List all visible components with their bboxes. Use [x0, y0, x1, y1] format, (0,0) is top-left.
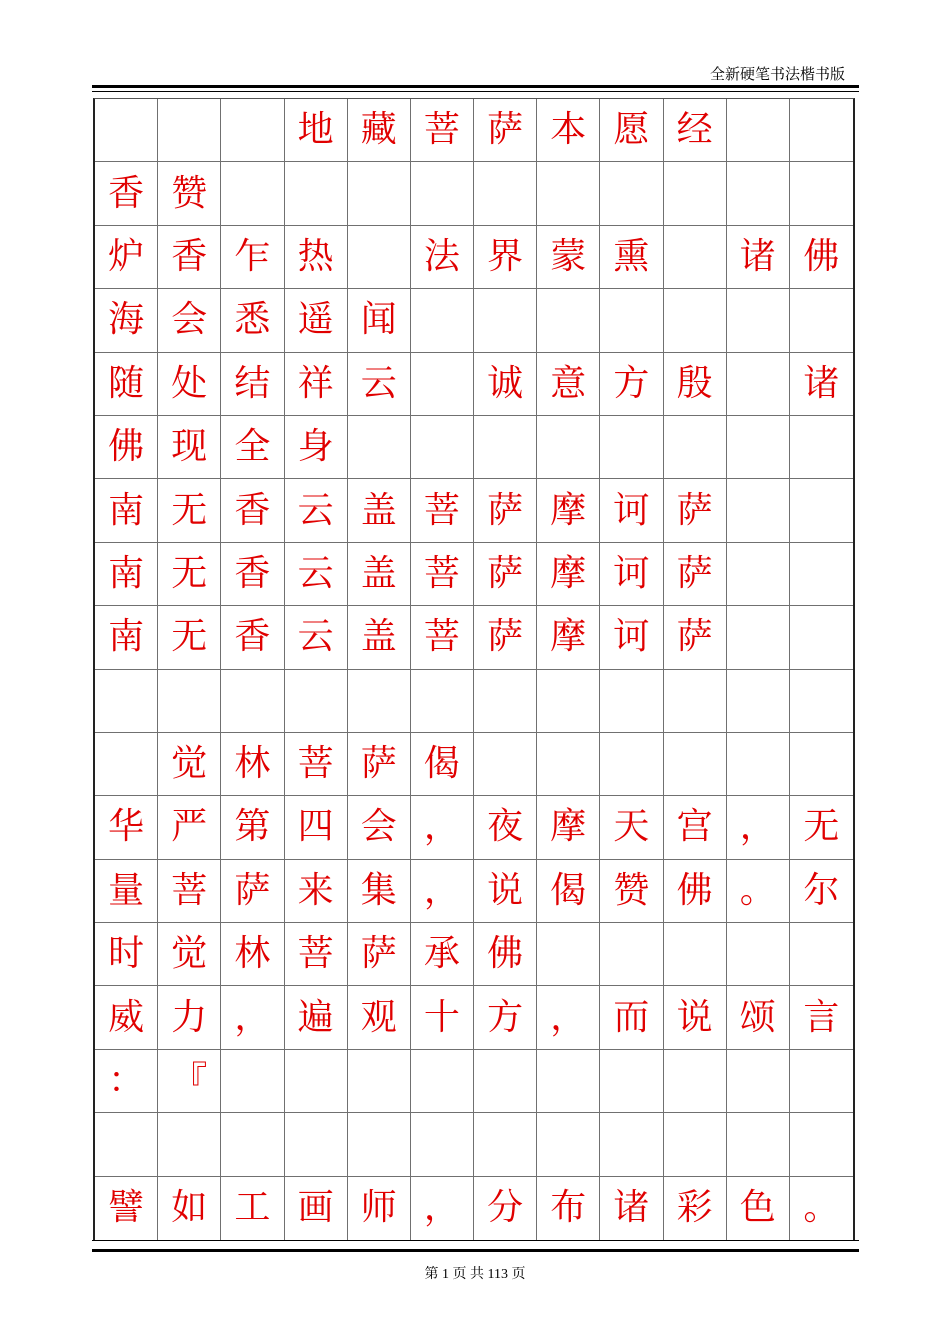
grid-cell: 第 — [221, 796, 284, 859]
grid-cell — [727, 162, 790, 225]
grid-cell — [474, 733, 537, 796]
grid-cell: ， — [411, 860, 474, 923]
grid-cell: 炉 — [95, 226, 158, 289]
grid-cell — [348, 162, 411, 225]
grid-cell — [411, 1050, 474, 1113]
grid-cell — [664, 289, 727, 352]
grid-cell: 彩 — [664, 1177, 727, 1240]
grid-cell: 摩 — [537, 606, 600, 669]
grid-cell: 摩 — [537, 479, 600, 542]
grid-cell: 诸 — [790, 353, 853, 416]
grid-cell: 香 — [221, 606, 284, 669]
grid-cell — [158, 1113, 221, 1176]
grid-cell — [727, 670, 790, 733]
grid-cell — [348, 416, 411, 479]
grid-cell — [727, 1050, 790, 1113]
footer-rule-thick — [92, 1249, 859, 1252]
grid-cell: 盖 — [348, 543, 411, 606]
grid-cell: 华 — [95, 796, 158, 859]
grid-cell: 菩 — [411, 479, 474, 542]
grid-cell — [600, 733, 663, 796]
grid-cell: 云 — [285, 543, 348, 606]
grid-cell: 严 — [158, 796, 221, 859]
grid-cell — [95, 733, 158, 796]
grid-cell: 本 — [537, 99, 600, 162]
grid-cell: 天 — [600, 796, 663, 859]
grid-cell — [727, 479, 790, 542]
grid-cell: 。 — [727, 860, 790, 923]
grid-cell: 法 — [411, 226, 474, 289]
grid-cell: 分 — [474, 1177, 537, 1240]
grid-cell: 萨 — [474, 479, 537, 542]
grid-cell: 蒙 — [537, 226, 600, 289]
grid-cell — [285, 1113, 348, 1176]
grid-cell — [790, 670, 853, 733]
grid-cell: 师 — [348, 1177, 411, 1240]
grid-cell: 萨 — [664, 479, 727, 542]
grid-cell — [664, 923, 727, 986]
grid-cell — [664, 1050, 727, 1113]
grid-cell: 方 — [474, 986, 537, 1049]
grid-cell: 诃 — [600, 479, 663, 542]
grid-cell — [727, 1113, 790, 1176]
grid-cell: 南 — [95, 543, 158, 606]
grid-cell — [727, 606, 790, 669]
grid-cell: 夜 — [474, 796, 537, 859]
grid-cell: 诃 — [600, 606, 663, 669]
grid-cell — [474, 162, 537, 225]
grid-cell: 无 — [158, 543, 221, 606]
grid-cell: 说 — [664, 986, 727, 1049]
grid-cell — [727, 353, 790, 416]
grid-cell: 香 — [158, 226, 221, 289]
grid-cell — [790, 543, 853, 606]
grid-cell: ， — [221, 986, 284, 1049]
grid-cell — [664, 162, 727, 225]
grid-cell: 无 — [790, 796, 853, 859]
grid-cell — [285, 670, 348, 733]
grid-cell — [411, 670, 474, 733]
grid-cell — [221, 1050, 284, 1113]
grid-cell: 热 — [285, 226, 348, 289]
grid-cell: 摩 — [537, 543, 600, 606]
grid-cell: 海 — [95, 289, 158, 352]
grid-cell: 佛 — [474, 923, 537, 986]
grid-cell: 佛 — [664, 860, 727, 923]
grid-cell: 诸 — [600, 1177, 663, 1240]
grid-cell — [411, 416, 474, 479]
grid-cell — [411, 353, 474, 416]
grid-cell — [790, 99, 853, 162]
grid-cell: 云 — [285, 606, 348, 669]
grid-cell — [790, 1050, 853, 1113]
grid-cell — [411, 1113, 474, 1176]
grid-cell: 譬 — [95, 1177, 158, 1240]
grid-cell — [474, 1050, 537, 1113]
grid-cell: 萨 — [664, 543, 727, 606]
grid-cell — [790, 289, 853, 352]
document-title: 全新硬笔书法楷书版 — [709, 65, 845, 83]
grid-cell — [790, 479, 853, 542]
grid-cell — [727, 289, 790, 352]
grid-cell: 萨 — [348, 923, 411, 986]
grid-cell: 观 — [348, 986, 411, 1049]
grid-cell: 会 — [348, 796, 411, 859]
grid-cell: 说 — [474, 860, 537, 923]
grid-cell — [600, 416, 663, 479]
grid-cell: 时 — [95, 923, 158, 986]
grid-cell: 菩 — [411, 99, 474, 162]
grid-cell: 盖 — [348, 479, 411, 542]
grid-cell — [474, 670, 537, 733]
grid-cell: 来 — [285, 860, 348, 923]
footer-rule-thin — [92, 1240, 859, 1241]
grid-cell: 量 — [95, 860, 158, 923]
grid-cell: 集 — [348, 860, 411, 923]
header-rule-thin — [92, 91, 859, 92]
grid-cell — [95, 99, 158, 162]
grid-cell: 身 — [285, 416, 348, 479]
grid-cell — [348, 226, 411, 289]
grid-cell — [790, 923, 853, 986]
grid-cell — [790, 162, 853, 225]
grid-cell — [600, 289, 663, 352]
grid-cell: 摩 — [537, 796, 600, 859]
grid-cell: 无 — [158, 606, 221, 669]
header-rule-thick — [92, 85, 859, 88]
grid-cell — [474, 416, 537, 479]
grid-cell — [727, 543, 790, 606]
grid-cell — [95, 1113, 158, 1176]
grid-cell — [600, 162, 663, 225]
grid-cell: 闻 — [348, 289, 411, 352]
grid-cell — [537, 733, 600, 796]
grid-cell — [158, 99, 221, 162]
grid-cell: 祥 — [285, 353, 348, 416]
grid-cell: 地 — [285, 99, 348, 162]
grid-cell: 方 — [600, 353, 663, 416]
grid-cell: 赞 — [600, 860, 663, 923]
grid-cell — [537, 1113, 600, 1176]
grid-cell — [95, 670, 158, 733]
grid-cell: 宫 — [664, 796, 727, 859]
grid-cell: 现 — [158, 416, 221, 479]
grid-cell: 全 — [221, 416, 284, 479]
grid-cell — [790, 733, 853, 796]
grid-cell: 香 — [221, 479, 284, 542]
grid-cell — [537, 1050, 600, 1113]
grid-cell: 诚 — [474, 353, 537, 416]
grid-cell: 佛 — [95, 416, 158, 479]
grid-cell — [727, 733, 790, 796]
grid-cell: 无 — [158, 479, 221, 542]
grid-cell: 意 — [537, 353, 600, 416]
grid-cell — [727, 416, 790, 479]
grid-cell — [727, 923, 790, 986]
grid-cell — [348, 1113, 411, 1176]
grid-cell — [790, 416, 853, 479]
grid-cell: 力 — [158, 986, 221, 1049]
grid-cell: 熏 — [600, 226, 663, 289]
grid-cell — [537, 923, 600, 986]
grid-cell — [348, 670, 411, 733]
grid-cell: 菩 — [411, 606, 474, 669]
grid-cell: ， — [411, 796, 474, 859]
grid-cell: 萨 — [221, 860, 284, 923]
grid-cell — [600, 923, 663, 986]
grid-cell: 威 — [95, 986, 158, 1049]
grid-cell: 颂 — [727, 986, 790, 1049]
grid-cell: 如 — [158, 1177, 221, 1240]
grid-cell: 悉 — [221, 289, 284, 352]
grid-cell — [727, 99, 790, 162]
grid-cell — [474, 289, 537, 352]
grid-cell: 萨 — [474, 543, 537, 606]
grid-cell: 经 — [664, 99, 727, 162]
grid-cell: 殷 — [664, 353, 727, 416]
grid-cell: 『 — [158, 1050, 221, 1113]
grid-cell: ， — [727, 796, 790, 859]
grid-cell — [474, 1113, 537, 1176]
grid-cell: 萨 — [474, 99, 537, 162]
grid-cell: 盖 — [348, 606, 411, 669]
grid-cell — [285, 1050, 348, 1113]
grid-cell: 南 — [95, 606, 158, 669]
grid-cell: 画 — [285, 1177, 348, 1240]
grid-cell — [411, 289, 474, 352]
page-number: 第 1 页 共 113 页 — [424, 1267, 526, 1282]
grid-cell: 偈 — [537, 860, 600, 923]
grid-cell: 萨 — [664, 606, 727, 669]
grid-cell — [221, 670, 284, 733]
grid-cell: 十 — [411, 986, 474, 1049]
grid-cell — [348, 1050, 411, 1113]
grid-cell: 诸 — [727, 226, 790, 289]
calligraphy-grid — [93, 98, 855, 1241]
grid-cell — [537, 162, 600, 225]
grid-cell: 尔 — [790, 860, 853, 923]
grid-cell — [537, 416, 600, 479]
grid-cell: 诃 — [600, 543, 663, 606]
grid-cell: 界 — [474, 226, 537, 289]
grid-cell: 佛 — [790, 226, 853, 289]
grid-cell: 南 — [95, 479, 158, 542]
grid-cell — [600, 1050, 663, 1113]
grid-cell — [158, 670, 221, 733]
grid-cell: 乍 — [221, 226, 284, 289]
grid-cell: 随 — [95, 353, 158, 416]
grid-cell: 。 — [803, 1187, 840, 1229]
grid-cell — [285, 162, 348, 225]
grid-cell — [600, 1113, 663, 1176]
grid-cell — [221, 1113, 284, 1176]
grid-cell — [221, 99, 284, 162]
grid-cell — [411, 162, 474, 225]
grid-cell — [664, 1113, 727, 1176]
grid-cell: 觉 — [158, 923, 221, 986]
grid-cell — [600, 670, 663, 733]
grid-cell: 觉 — [158, 733, 221, 796]
grid-cell — [221, 162, 284, 225]
grid-cell: ： — [95, 1050, 158, 1113]
grid-cell: 会 — [158, 289, 221, 352]
grid-cell: 遍 — [285, 986, 348, 1049]
grid-cell: 香 — [95, 162, 158, 225]
grid-cell: 菩 — [411, 543, 474, 606]
grid-cell: 结 — [221, 353, 284, 416]
grid-cell: 香 — [221, 543, 284, 606]
grid-cell: 菩 — [285, 733, 348, 796]
grid-cell — [664, 733, 727, 796]
grid-cell: 云 — [348, 353, 411, 416]
grid-cell — [790, 606, 853, 669]
grid-cell: 菩 — [158, 860, 221, 923]
grid-cell: 而 — [600, 986, 663, 1049]
grid-cell: ， — [537, 986, 600, 1049]
grid-cell: 承 — [411, 923, 474, 986]
grid-cell: 萨 — [474, 606, 537, 669]
grid-cell: 林 — [221, 923, 284, 986]
grid-cell: 菩 — [285, 923, 348, 986]
grid-cell: 云 — [285, 479, 348, 542]
grid-cell: 萨 — [348, 733, 411, 796]
grid-cell: 愿 — [600, 99, 663, 162]
grid-cell: 工 — [221, 1177, 284, 1240]
grid-cell — [537, 289, 600, 352]
grid-cell: 布 — [537, 1177, 600, 1240]
grid-cell: ， — [411, 1177, 474, 1240]
grid-cell: 偈 — [411, 733, 474, 796]
grid-cell — [790, 1113, 853, 1176]
grid-cell: 言 — [790, 986, 853, 1049]
grid-cell: 四 — [285, 796, 348, 859]
grid-cell: 色 — [727, 1177, 790, 1240]
grid-cell — [537, 670, 600, 733]
grid-cell — [664, 226, 727, 289]
grid-cell — [664, 670, 727, 733]
grid-cell: 林 — [221, 733, 284, 796]
grid-cell: 藏 — [348, 99, 411, 162]
grid-cell — [664, 416, 727, 479]
grid-cell: 遥 — [285, 289, 348, 352]
grid-cell: 处 — [158, 353, 221, 416]
grid-cell: 赞 — [158, 162, 221, 225]
